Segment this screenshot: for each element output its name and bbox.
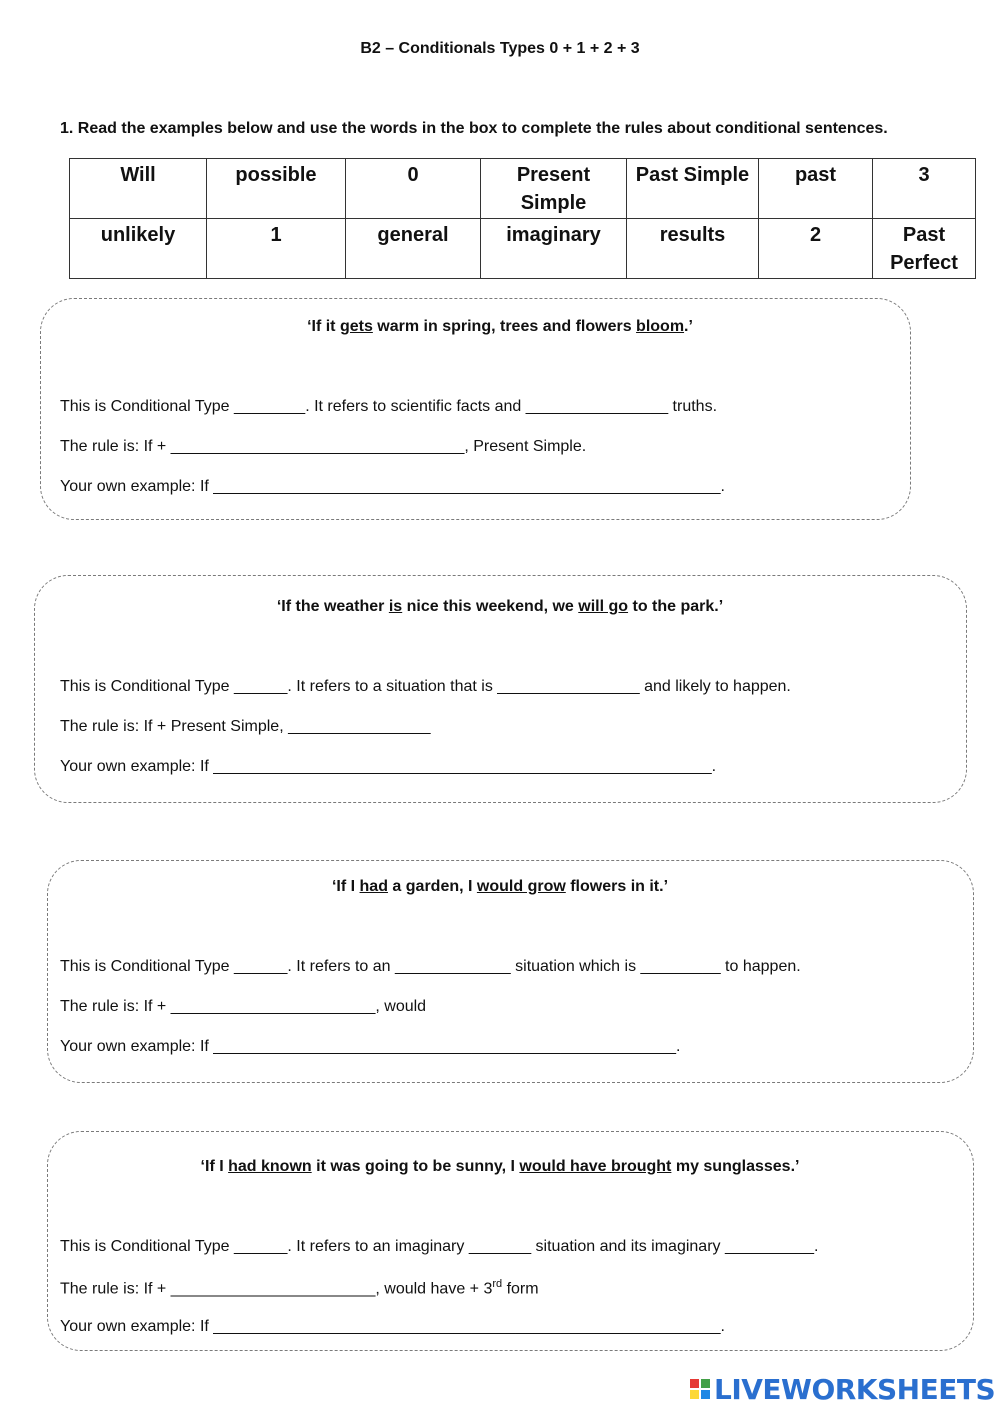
word-box-cell: imaginary [481,219,627,279]
page-title: B2 – Conditionals Types 0 + 1 + 2 + 3 [360,40,640,57]
logo-text: LIVEWORKSHEETS [714,1372,996,1406]
own-example-line[interactable]: Your own example: If _________________________________________________________. [60,478,725,495]
rule-line[interactable] [60,1278,539,1298]
rule-text: The rule is: If + _______________________, would have + 3 [60,1280,493,1298]
example-sentence [0,318,1000,336]
underlined-verb: would have brought [519,1158,672,1175]
word-box-row [70,159,976,219]
liveworksheets-logo [690,1372,996,1406]
type-statement-line[interactable]: This is Conditional Type ______. It refers to a situation that is ________________ and likely to happen. [60,678,791,695]
own-example-line[interactable]: Your own example: If ____________________________________________________. [60,1038,681,1055]
rule-text: form [502,1280,539,1298]
rule-line[interactable]: The rule is: If + _________________________________, Present Simple. [60,438,587,455]
example-text: ‘If the weather [276,598,389,615]
example-text: ‘If I [200,1158,229,1175]
word-box [69,158,976,279]
word-box-cell: Present Simple [481,159,627,219]
rule-line[interactable]: The rule is: If + Present Simple, ________________ [60,718,431,735]
word-box-cell: Past Perfect [873,219,976,279]
word-box-cell: past [759,159,873,219]
example-text: .’ [684,318,693,335]
underlined-verb: would grow [476,878,566,895]
word-box-cell: 2 [759,219,873,279]
word-box-cell: Will [70,159,207,219]
example-text: ‘If it [307,318,340,335]
word-box-cell: 3 [873,159,976,219]
example-text: my sunglasses.’ [671,1158,800,1175]
underlined-verb: bloom [636,318,685,335]
example-text: ‘If I [331,878,360,895]
word-box-cell: results [627,219,759,279]
logo-square [701,1379,710,1388]
word-box-cell: possible [207,159,346,219]
example-text: flowers in it.’ [565,878,669,895]
word-box-cell: 1 [207,219,346,279]
type-statement-line[interactable]: This is Conditional Type ________. It refers to scientific facts and ________________ truths. [60,398,718,415]
word-box-row [70,219,976,279]
word-box-cell: Past Simple [627,159,759,219]
underlined-verb: gets [339,318,373,335]
example-text: nice this weekend, we [402,598,579,615]
rule-line[interactable]: The rule is: If + _______________________, would [60,998,427,1015]
example-text: to the park.’ [628,598,724,615]
example-sentence [0,1158,1000,1176]
underlined-verb: had known [228,1158,312,1175]
example-text: a garden, I [387,878,477,895]
underlined-verb: will go [578,598,629,615]
example-text: it was going to be sunny, I [311,1158,520,1175]
underlined-verb: had [359,878,388,895]
own-example-line[interactable]: Your own example: If ________________________________________________________. [60,758,717,775]
word-box-cell: unlikely [70,219,207,279]
logo-square [690,1379,699,1388]
example-sentence [0,878,1000,896]
logo-square [701,1390,710,1399]
example-text: warm in spring, trees and flowers [372,318,637,335]
type-statement-line[interactable]: This is Conditional Type ______. It refers to an imaginary _______ situation and its imaginary __________. [60,1238,819,1255]
logo-square [690,1390,699,1399]
exercise-instruction: 1. Read the examples below and use the words in the box to complete the rules about conditional sentences. [60,120,888,137]
type-statement-line[interactable]: This is Conditional Type ______. It refers to an _____________ situation which is _________ to happen. [60,958,801,975]
ordinal-suffix: rd [492,1278,503,1290]
logo-squares-icon [690,1379,710,1399]
underlined-verb: is [388,598,403,615]
word-box-cell: 0 [346,159,481,219]
own-example-line[interactable]: Your own example: If _________________________________________________________. [60,1318,725,1335]
example-sentence [0,598,1000,616]
word-box-cell: general [346,219,481,279]
